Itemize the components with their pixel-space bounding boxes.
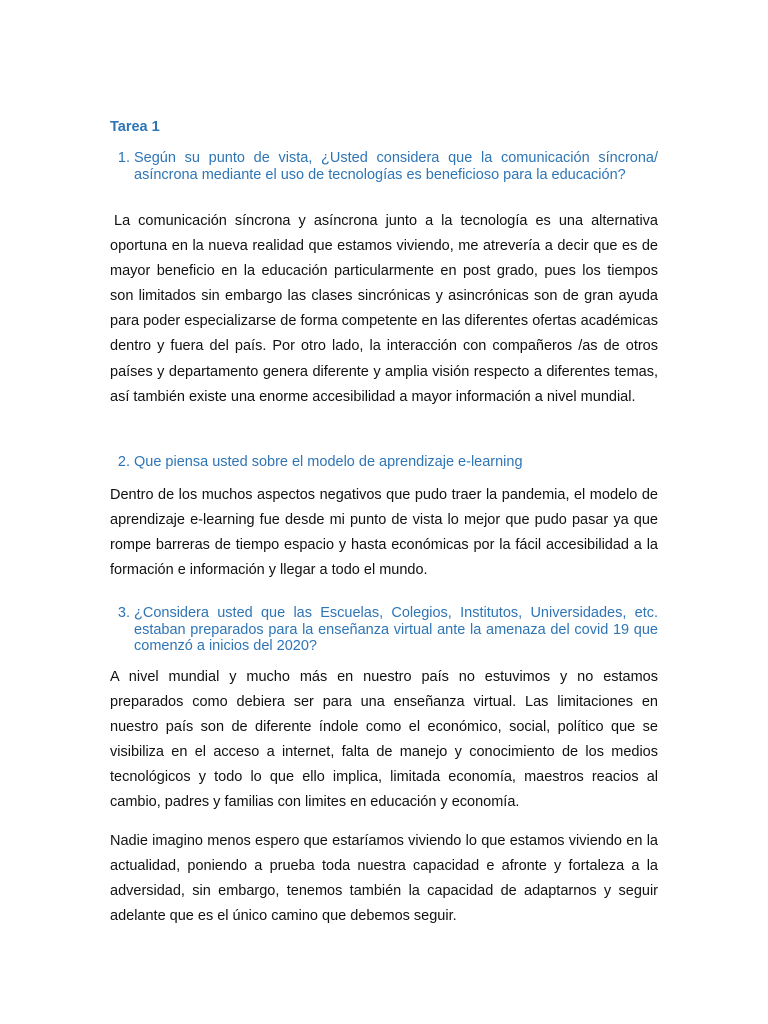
document-page <box>110 0 658 1024</box>
answer-3-paragraph-1: A nivel mundial y mucho más en nuestro país no estuvimos y no estamos preparados como debiera ser para una enseñanza virtual. Las limitaciones en nuestro país son de diferente índole como el económico, social, político que se visibiliza en el acceso a internet, falta de manejo y conocimiento de los medios tecnológicos y todo lo que ello implica, limitada economía, maestros reacios al cambio, padres y familias con limites en educación y economía. <box>110 669 658 811</box>
question-2-text: Que piensa usted sobre el modelo de aprendizaje e-learning <box>134 454 523 470</box>
question-3-number: 3. <box>117 605 130 621</box>
question-1 <box>117 150 658 183</box>
answer-3-paragraph-2: Nadie imagino menos espero que estaríamos viviendo lo que estamos viviendo en la actualidad, poniendo a prueba toda nuestra capacidad e afronte y fortaleza a la adversidad, sin embargo, tenemos también la capacidad de adaptarnos y seguir adelante que es el único camino que debemos seguir. <box>110 833 658 925</box>
question-1-text: Según su punto de vista, ¿Usted considera que la comunicación síncrona/ asíncrona mediante el uso de tecnologías es beneficioso para la educación? <box>134 150 658 183</box>
question-3-text: ¿Considera usted que las Escuelas, Colegios, Institutos, Universidades, etc. estaban preparados para la enseñanza virtual ante la amenaza del covid 19 que comenzó a inicios del 2020? <box>134 605 658 654</box>
question-2 <box>117 454 658 471</box>
answer-2-paragraph: Dentro de los muchos aspectos negativos que pudo traer la pandemia, el modelo de aprendizaje e-learning fue desde mi punto de vista lo mejor que pudo pasar ya que rompe barreras de tiempo espacio y hasta económicas por la fácil accesibilidad a la formación e información y llegar a todo el mundo. <box>110 487 658 579</box>
question-3 <box>117 605 658 655</box>
question-1-number: 1. <box>117 150 130 166</box>
answer-1-paragraph: La comunicación síncrona y asíncrona junto a la tecnología es una alternativa oportuna en la nueva realidad que estamos viviendo, me atrevería a decir que es de mayor beneficio en la educación particularmente en post grado, pues los tiempos son limitados sin embargo las clases sincrónicas y asincrónicas son de gran ayuda para poder especializarse de forma competente en las diferentes ofertas académicas dentro y fuera del país. Por otro lado, la interacción con compañeros /as de otros países y departamento genera diferente y amplia visión respecto a diferentes temas, así también existe una enorme accesibilidad a mayor información a nivel mundial. <box>110 213 658 405</box>
document-heading: Tarea 1 <box>110 119 160 135</box>
question-2-number: 2. <box>117 454 130 470</box>
